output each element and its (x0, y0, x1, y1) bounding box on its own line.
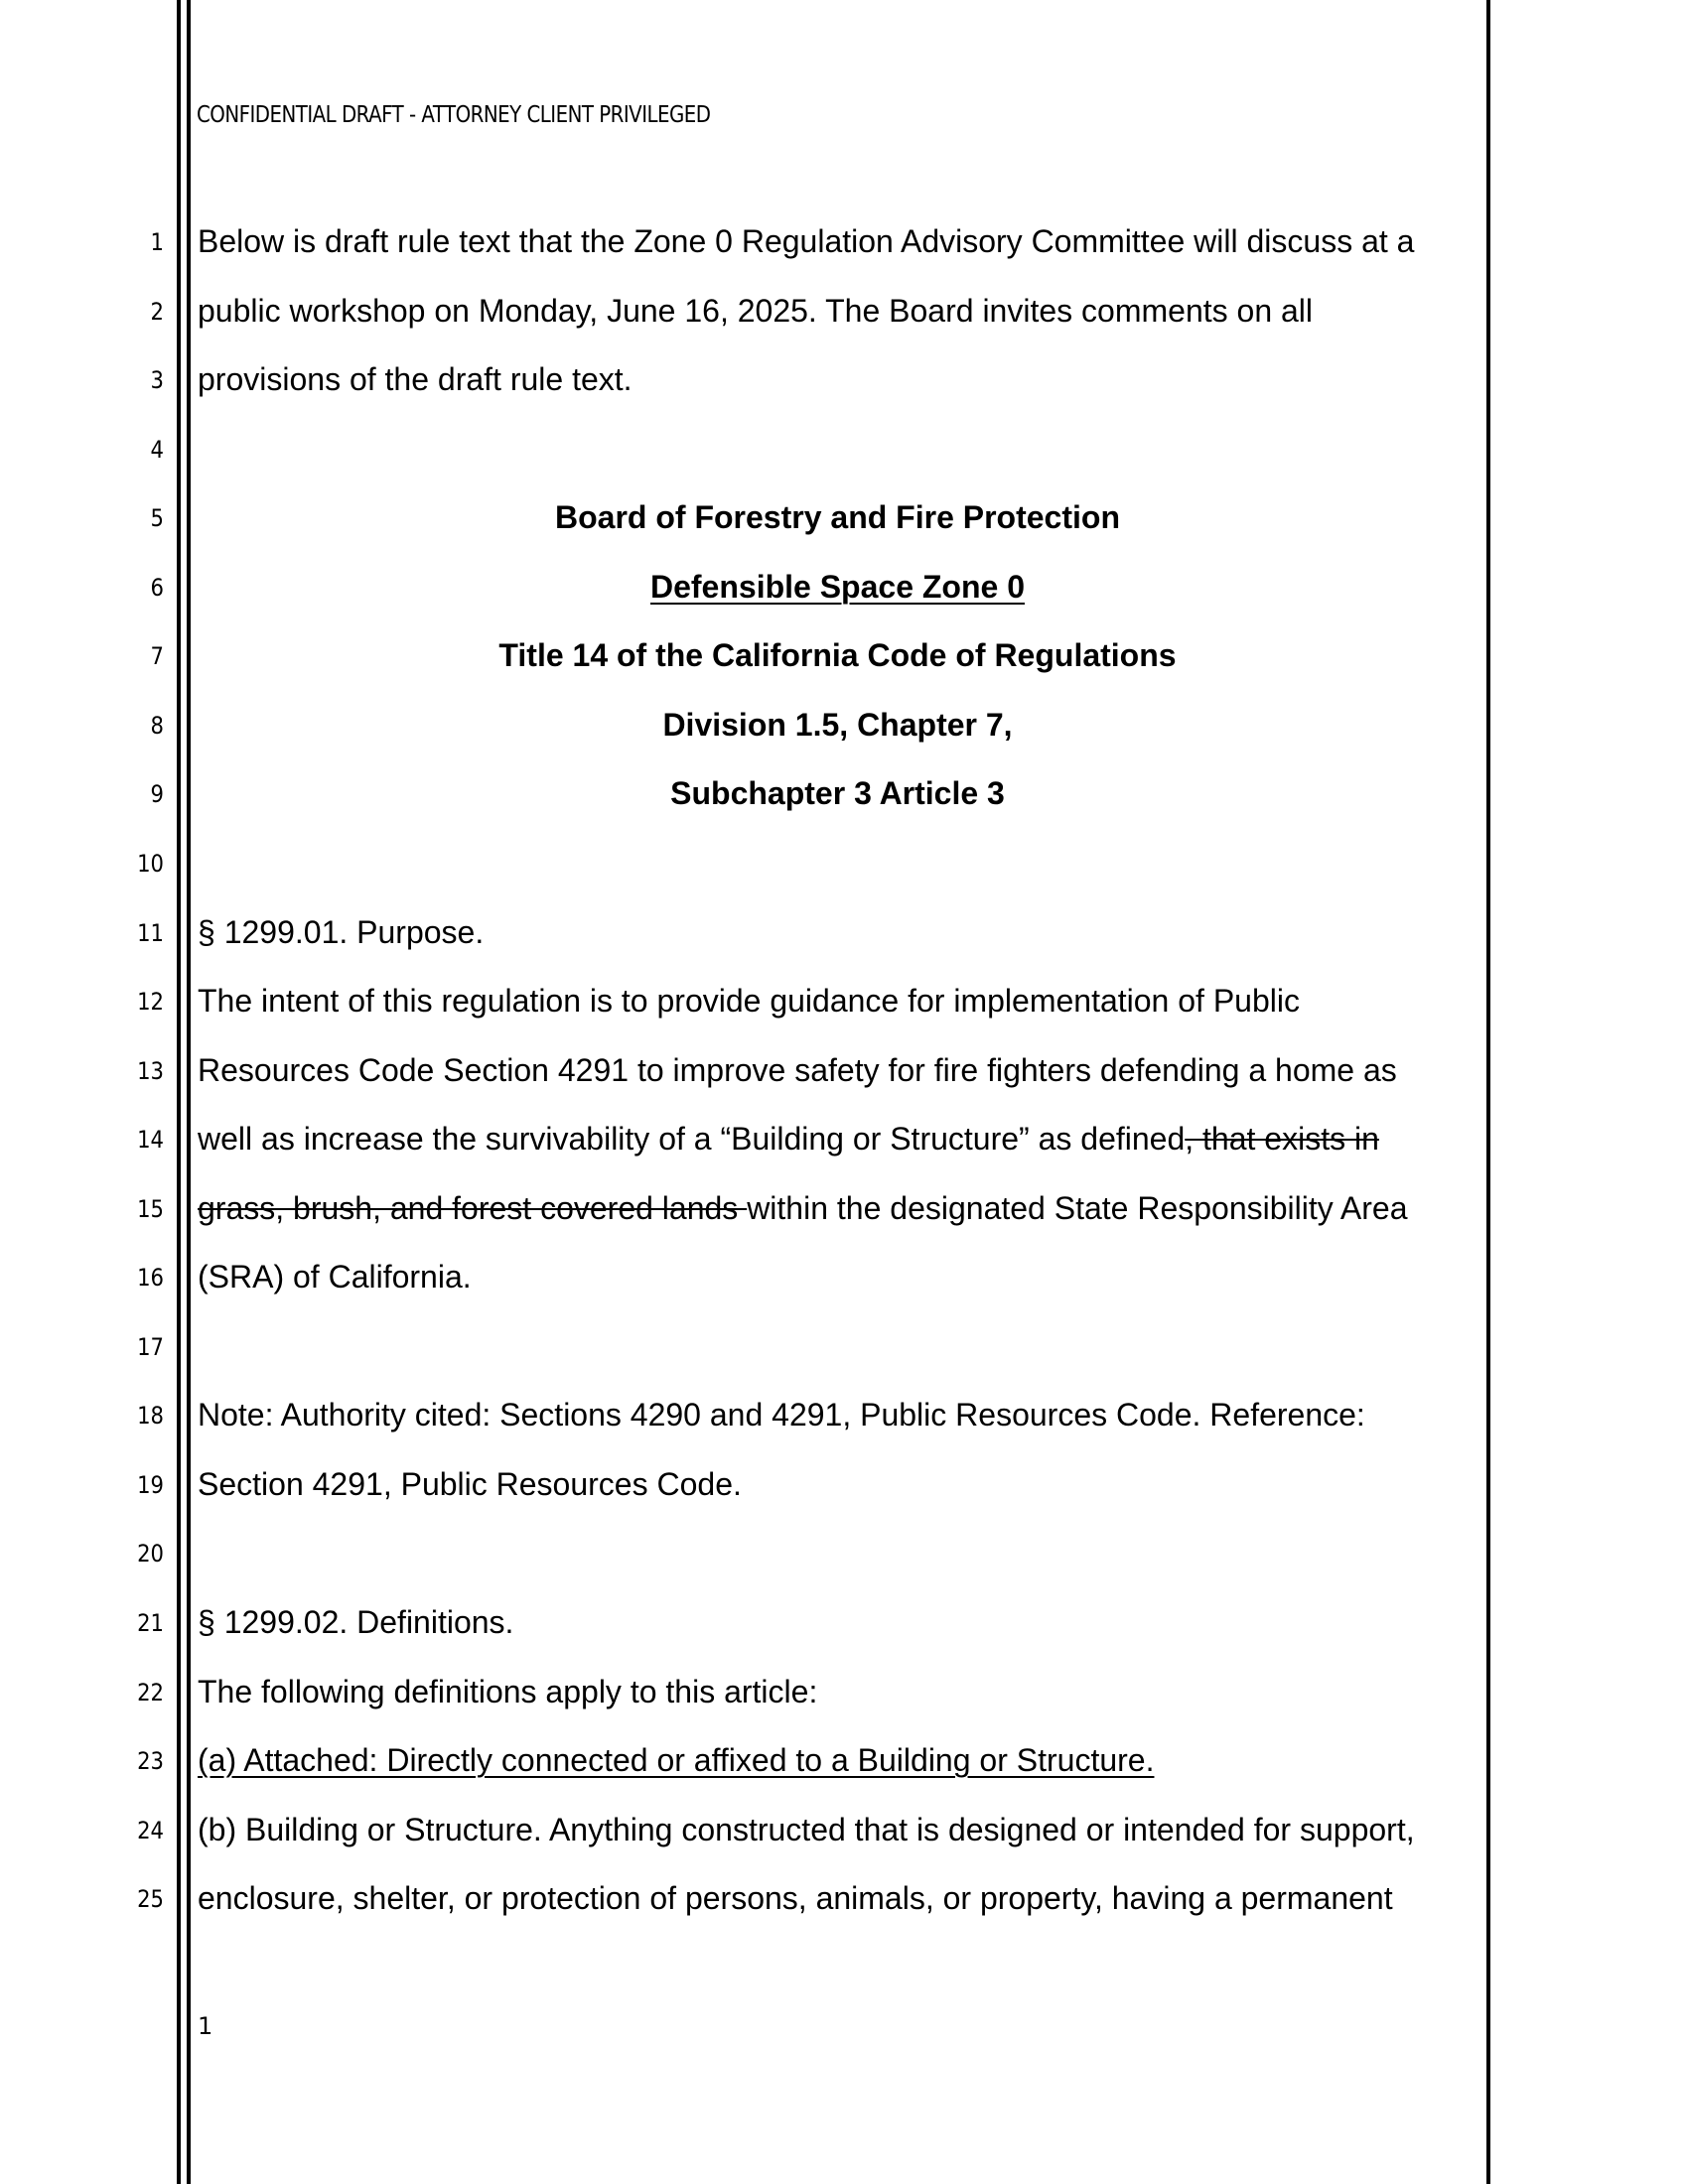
body-line: (b) Building or Structure. Anything constructed that is designed or intended for support, (198, 1811, 1415, 1847)
line-number: 17 (137, 1332, 164, 1361)
line-number: 25 (137, 1885, 164, 1914)
left-margin-rule-outer (177, 0, 181, 2184)
line-number: 6 (150, 573, 164, 602)
authority-note: Note: Authority cited: Sections 4290 and 4291, Public Resources Code. Reference: (198, 1397, 1365, 1433)
title-subchapter: Subchapter 3 Article 3 (670, 775, 1005, 812)
deleted-text: grass, brush, and forest covered lands (198, 1189, 748, 1226)
body-line: enclosure, shelter, or protection of persons, animals, or property, having a permanent (198, 1880, 1393, 1917)
title-subject-text: Defensible Space Zone 0 (649, 568, 1025, 605)
title-subject (189, 569, 1486, 609)
line-number: 11 (137, 918, 164, 947)
line-number: 15 (137, 1194, 164, 1223)
body-line: Below is draft rule text that the Zone 0 Regulation Advisory Committee will discuss at a (198, 223, 1415, 259)
body-line: Resources Code Section 4291 to improve safety for fire fighters defending a home as (198, 1051, 1397, 1088)
inserted-text: (a) Attached: Directly connected or affixed to a Building or Structure. (198, 1742, 1155, 1779)
line-number: 1 (150, 228, 164, 256)
line-number: 8 (150, 711, 164, 740)
line-number: 24 (137, 1816, 164, 1844)
line-number: 14 (137, 1126, 164, 1155)
line-number: 18 (137, 1402, 164, 1431)
line-number: 12 (137, 988, 164, 1017)
line-number: 3 (150, 366, 164, 395)
line-number: 10 (137, 849, 164, 878)
line-number: 5 (150, 504, 164, 533)
line-number: 2 (150, 297, 164, 326)
title-division: Division 1.5, Chapter 7, (662, 706, 1013, 743)
title-code: Title 14 of the California Code of Regulations (498, 637, 1177, 674)
line-number: 23 (137, 1747, 164, 1776)
line-number: 13 (137, 1056, 164, 1085)
body-text: within the designated State Responsibility Area (747, 1189, 1408, 1226)
line-number: 9 (150, 780, 164, 809)
page-number: 1 (198, 2012, 213, 2040)
line-number: 22 (137, 1678, 164, 1706)
body-line: public workshop on Monday, June 16, 2025. The Board invites comments on all (198, 292, 1314, 329)
left-margin-rule-inner (187, 0, 191, 2184)
line-number: 21 (137, 1609, 164, 1637)
line-number: 20 (137, 1540, 164, 1569)
authority-note: Section 4291, Public Resources Code. (198, 1465, 742, 1502)
line-number: 16 (137, 1264, 164, 1293)
line-number: 7 (150, 642, 164, 671)
body-line (198, 1190, 1488, 1230)
deleted-text: , that exists in (1185, 1121, 1379, 1158)
section-heading-purpose: § 1299.01. Purpose. (198, 913, 485, 950)
body-line: provisions of the draft rule text. (198, 361, 633, 398)
inserted-definition (198, 1742, 1488, 1782)
confidential-header: CONFIDENTIAL DRAFT - ATTORNEY CLIENT PRIVILEGED (197, 102, 711, 128)
body-line: (SRA) of California. (198, 1259, 472, 1296)
body-text: well as increase the survivability of a “Building or Structure” as defined (198, 1121, 1186, 1158)
body-line: The intent of this regulation is to provide guidance for implementation of Public (198, 983, 1300, 1020)
body-line: The following definitions apply to this article: (198, 1673, 818, 1709)
section-heading-definitions: § 1299.02. Definitions. (198, 1604, 514, 1640)
body-line (198, 1121, 1488, 1160)
line-number: 19 (137, 1470, 164, 1499)
title-board: Board of Forestry and Fire Protection (555, 499, 1120, 536)
line-number: 4 (150, 435, 164, 464)
